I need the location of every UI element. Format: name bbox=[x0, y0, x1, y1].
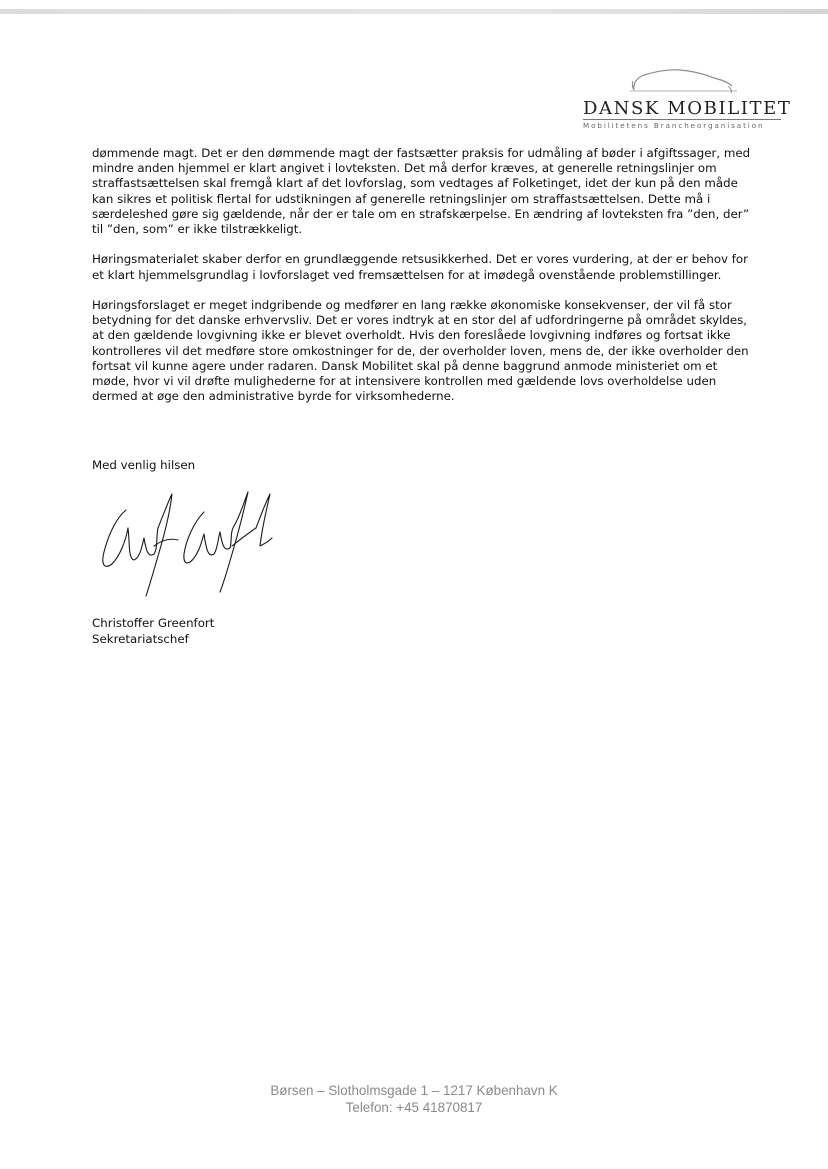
footer-phone: Telefon: +45 41870817 bbox=[345, 1100, 483, 1115]
footer-address: Børsen – Slotholmsgade 1 – 1217 København K bbox=[270, 1083, 558, 1098]
logo-tagline: Mobilitetens Brancheorganisation bbox=[583, 121, 765, 130]
logo-divider bbox=[583, 119, 781, 120]
signer-title: Sekretariatschef bbox=[92, 632, 189, 646]
handwritten-signature bbox=[92, 488, 282, 600]
scan-edge-shading bbox=[0, 9, 828, 14]
logo-name: DANSK MOBILITET bbox=[583, 98, 792, 119]
body-paragraph: Høringsforslaget er meget indgribende og medfører en lang række økonomiske konsekvenser, der vil få stor betydning for det danske erhvervsliv. Det er vores indtryk at en stor del af udfordringerne på området skyldes, at den gældende lovgivning ikke er blevet overholdt. Hvis den foreslåede lovgivning indføres og fortsat ikke kontrolleres vil det medføre store omkostninger for de, der overholder loven, mens de, der ikke overholder den fortsat vil kunne agere under radaren. Dansk Mobilitet skal på denne baggrund anmode ministeriet om et møde, hvor vi vil drøfte mulighederne for at intensivere kontrollen med gældende lovs overholdelse uden dermed at øge den administrative byrde for virksomhederne. bbox=[92, 298, 749, 404]
closing-greeting: Med venlig hilsen bbox=[92, 458, 196, 472]
car-silhouette-icon bbox=[620, 64, 740, 94]
signer-name: Christoffer Greenfort bbox=[92, 616, 215, 630]
signer-block bbox=[92, 615, 214, 647]
body-paragraph: Høringsmaterialet skaber derfor en grundlæggende retsusikkerhed. Det er vores vurdering, at der er behov for et klart hjemmelsgrundlag i lovforslaget ved fremsættelsen for at imødegå ovenstående problemstillinger. bbox=[92, 252, 748, 282]
body-paragraph: dømmende magt. Det er den dømmende magt der fastsætter praksis for udmåling af bøder i afgiftssager, med mindre anden hjemmel er klart angivet i lovteksten. Det må derfor kræves, at generelle retningslinjer om straffastsættelsen skal fremgå klart af det lovforslag, som vedtages af Folketinget, idet der kun på den måde kan sikres et politisk flertal for udstikningen af generelle retningslinjer om straffastsættelsen. Dette må i særdeleshed gøre sig gældende, når der er tale om en strafskærpelse. En ændring af lovteksten fra ”den, der” til ”den, som” er ikke tilstrækkeligt. bbox=[92, 146, 751, 237]
page-footer bbox=[0, 1082, 828, 1116]
letter-body bbox=[92, 146, 752, 420]
company-logo bbox=[578, 64, 792, 130]
